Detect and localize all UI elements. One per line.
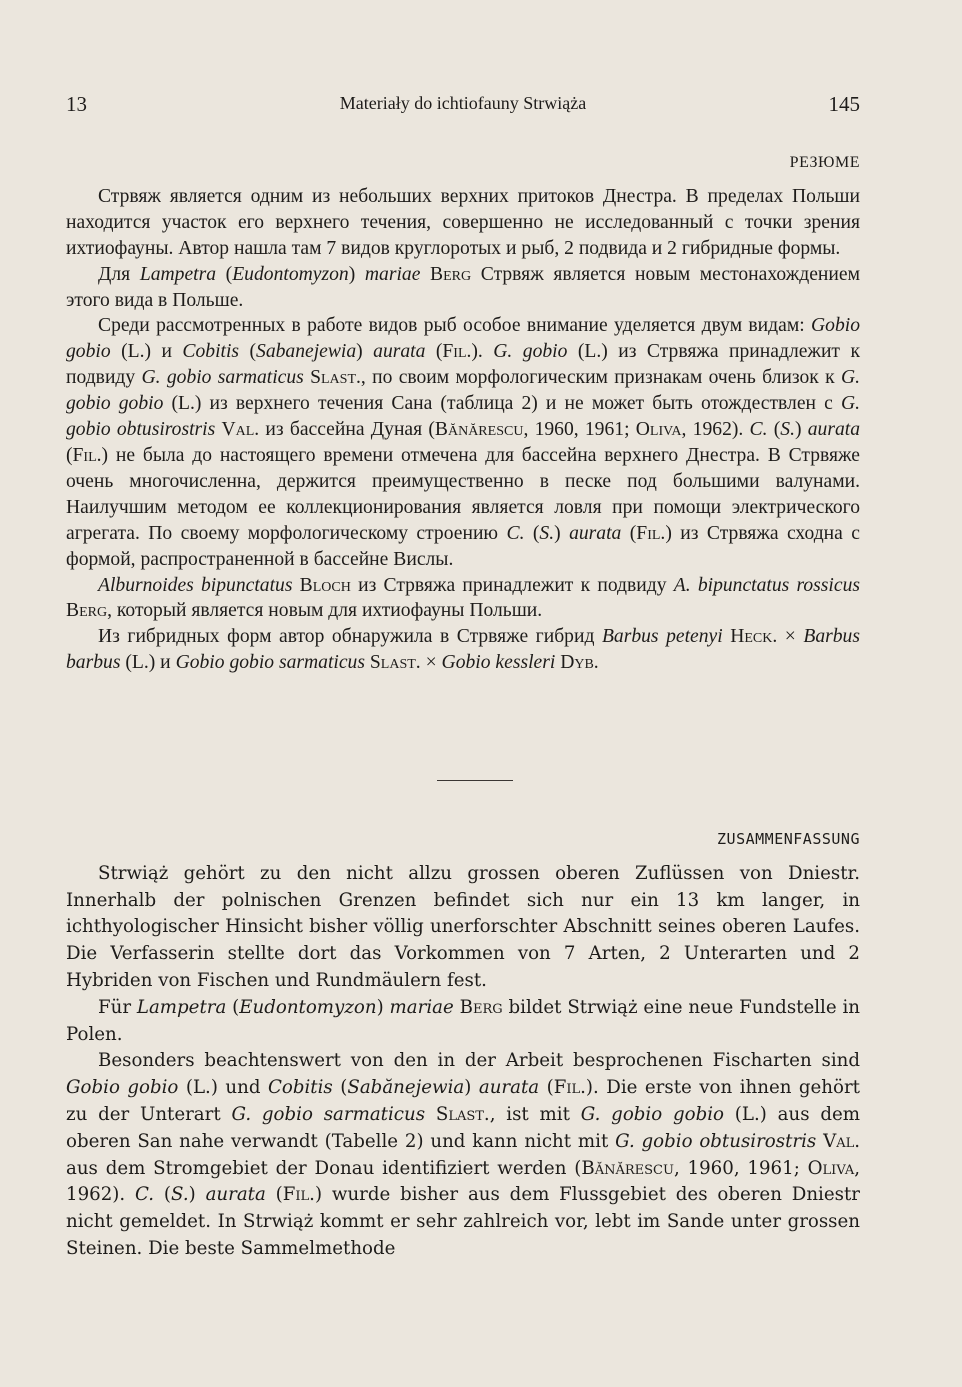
resume-paragraph-4: Alburnoides bipunctatus Bloch из Стрвяжа принадлежит к подвиду A. bipunctatus rossicus Berg, который является новым для ихтиофауны Польши. <box>66 574 860 622</box>
summary-paragraph-3: Besonders beachtenswert von den in der Arbeit besprochenen Fischarten sind Gobio gobio (L.) und Cobitis (Sabănejewia) aurata (Fil.). Die erste von ihnen gehört zu der Unterart G. gobio sarmaticus Slast., ist mit G. gobio gobio (L.) aus dem oberen San nahe verwandt (Tabelle 2) und kann nicht mit G. gobio obtusirostris Val. aus dem Stromgebiet der Donau identifiziert werden (Bănărescu, 1960, 1961; Oliva, 1962). C. (S.) aurata (Fil.) wurde bisher aus dem Flussgebiet des oberen Dniestr nicht gemeldet. In Strwiąż kommt er sehr zahlreich vor, lebt im Sande unter grossen Steinen. Die beste Sammelmethode <box>66 1050 861 1259</box>
summary-paragraph-2: Für Lampetra (Eudontomyzon) mariae Berg bildet Strwiąż eine neue Fundstelle in Polen. <box>66 996 860 1045</box>
summary-title: ZUSAMMENFASSUNG <box>717 830 860 848</box>
summary-german <box>66 826 860 1263</box>
resume-title: РЕЗЮМЕ <box>789 154 860 171</box>
running-title: Materiały do ichtiofauny Strwiąża <box>339 93 587 113</box>
resume-paragraph-1: Стрвяж является одним из небольших верхних притоков Днестра. В пределах Польши находится участок его верхнего течения, совершенно не исследованный с точки зрения ихтиофауны. Автор нашла там 7 видов круглоротых и рыб, 2 подвида и 2 гибридные формы. <box>66 185 860 259</box>
resume-paragraph-3: Среди рассмотренных в работе видов рыб особое внимание уделяется двум видам: Gobio gobio (L.) и Cobitis (Sabanejewia) aurata (Fil.). G. gobio (L.) из Стрвяжа принадлежит к подвиду G. gobio sarmaticus Slast., по своим морфологическим признакам очень близок к G. gobio gobio (L.) из верхнего течения Сана (таблица 2) и не может быть отождествлен с G. gobio obtusirostris Val. из бассейна Дуная (Bănărescu, 1960, 1961; Oliva, 1962). C. (S.) aurata (Fil.) не была до настоящего времени отмечена для бассейна верхнего Днестра. В Стрвяже очень многочисленна, держится преимущественно в песке под большими валунами. Наилучшим методом ее коллекционирования является ловля при помощи электрического агрегата. По своему морфологическому строению C. (S.) aurata (Fil.) из Стрвяжа сходна с формой, распространенной в бассейне Вислы. <box>66 315 861 570</box>
page-number: 145 <box>828 92 860 116</box>
volume-number: 13 <box>66 92 87 116</box>
section-divider <box>437 780 513 781</box>
resume-paragraph-2: Для Lampetra (Eudontomyzon) mariae Berg Стрвяж является новым местонахождением этого вида в Польше. <box>66 263 860 311</box>
page-header <box>66 92 860 120</box>
resume-paragraph-5: Из гибридных форм автор обнаружила в Стрвяже гибрид Barbus petenyi Heck. × Barbus barbus (L.) и Gobio gobio sarmaticus Slast. × Gobio kessleri Dyb. <box>66 626 860 674</box>
summary-paragraph-1: Strwiąż gehört zu den nicht allzu grossen oberen Zuflüssen von Dniestr. Innerhalb der polnischen Grenzen befindet sich nur ein 13 km langer, in ichthyologischer Hinsicht bisher völlig unerforschter Abschnitt seines oberen Laufes. Die Verfasserin stellte dort das Vorkommen von 7 Arten, 2 Unterarten und 2 Hybriden von Fischen und Rundmäulern fest. <box>66 862 860 991</box>
resume-russian <box>66 150 860 676</box>
